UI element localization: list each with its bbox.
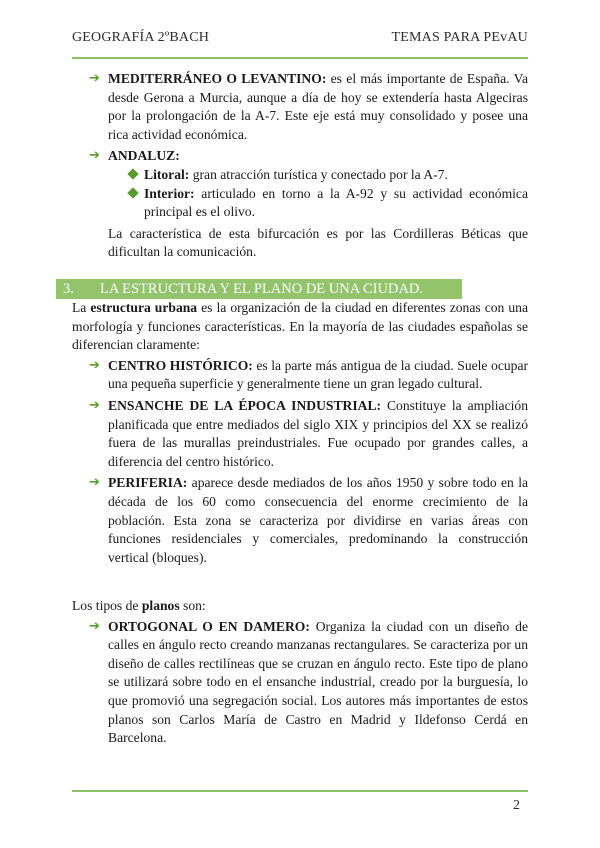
planos-bold: planos	[141, 598, 180, 613]
item-text: Organiza la ciudad con un diseño de calles en ángulo recto creando manzanas rectangulares. Se caracteriza por un diseño de calles rectilíneas que se cruzan en ángulo recto. Este tipo de plano se utilizará sobre todo en el ensanche industrial, creado por la burguesía, lo que promovió una segregación social. Los autores más importantes de estos planos son Carlos María de Castro en Madrid y Ildefonso Cerdá en Barcelona.	[108, 618, 528, 746]
item-title: ANDALUZ:	[108, 148, 180, 164]
arrow-right-icon: ➔	[89, 397, 100, 413]
header-rule	[72, 57, 528, 59]
structure-intro	[72, 299, 528, 355]
arrow-right-icon: ➔	[89, 618, 100, 634]
item-text: es la parte más antigua de la ciudad. Suele ocupar una pequeña superficie y generalmente tiene un gran legado cultural.	[108, 357, 529, 392]
footer-rule	[72, 790, 528, 792]
planos-post: son:	[179, 598, 206, 613]
header-subject: GEOGRAFÍA 2ºBACH	[72, 30, 210, 45]
sub-list-item	[72, 166, 528, 185]
arrow-right-icon: ➔	[89, 475, 100, 491]
list-item	[72, 474, 528, 567]
sub-list-item	[72, 185, 528, 222]
planos-intro	[72, 597, 528, 616]
intro-post: es la organización de la ciudad en diferentes zonas con una morfología y funciones características. En la mayoría de las ciudades españolas se diferencian claramente:	[72, 300, 528, 353]
arrow-right-icon: ➔	[89, 357, 100, 373]
sub-item-text: gran atracción turística y conectado por la A-7.	[189, 166, 448, 182]
diamond-icon	[127, 187, 138, 198]
item-title: MEDITERRÁNEO O LEVANTINO:	[108, 71, 327, 86]
section-heading	[56, 279, 462, 299]
intro-bold: estructura urbana	[90, 300, 198, 315]
item-title: ORTOGONAL O EN DAMERO:	[108, 618, 310, 634]
header-topic: TEMAS PARA PEvAU	[391, 30, 528, 45]
planos-pre: Los tipos de	[72, 598, 142, 613]
item-title: PERIFERIA:	[108, 475, 188, 491]
andaluz-note: La característica de esta bifurcación es por las Cordilleras Béticas que dificultan la comunicación.	[108, 225, 528, 260]
section-title: LA ESTRUCTURA Y EL PLANO DE UNA CIUDAD.	[100, 281, 424, 297]
page-number: 2	[513, 798, 520, 813]
diamond-icon	[127, 168, 138, 179]
arrow-right-icon: ➔	[89, 71, 100, 86]
item-title: CENTRO HISTÓRICO:	[108, 357, 253, 373]
sub-item-title: Litoral:	[144, 166, 190, 182]
item-text: aparece desde mediados de los años 1950 y sobre todo en la década de los 60 como consecuencia del enorme crecimiento de la población. Esta zona se caracteriza por dividirse en varias áreas con funciones residenciales y comerciales, predominando la construcción vertical (bloques).	[108, 475, 528, 565]
item-text: es el más importante de España. Va desde Gerona a Murcia, aunque a día de hoy se extendería hasta Algeciras por la prolongación de la A-7. Este eje está muy consolidado y posee una rica actividad económica.	[108, 71, 528, 142]
list-item	[72, 70, 528, 144]
arrow-right-icon: ➔	[89, 148, 100, 164]
structure-section	[72, 299, 528, 570]
list-item	[72, 357, 528, 394]
list-item	[72, 397, 528, 471]
item-title: ENSANCHE DE LA ÉPOCA INDUSTRIAL:	[108, 397, 382, 413]
list-item	[72, 618, 528, 748]
sub-item-text: articulado en torno a la A-92 y su actividad económica principal es el olivo.	[144, 185, 528, 220]
planos-section	[72, 597, 528, 751]
sub-item-title: Interior:	[144, 185, 195, 201]
intro-pre: La	[72, 300, 91, 315]
section-number: 3.	[63, 281, 74, 297]
list-item	[72, 147, 528, 166]
item-text: Constituye la ampliación planificada que entre mediados del siglo XIX y principios del XX se realizó fuera de las murallas preindustriales. Fue ocupado por grandes calles, a diferencia del centro histórico.	[108, 397, 528, 469]
top-section	[72, 70, 528, 262]
